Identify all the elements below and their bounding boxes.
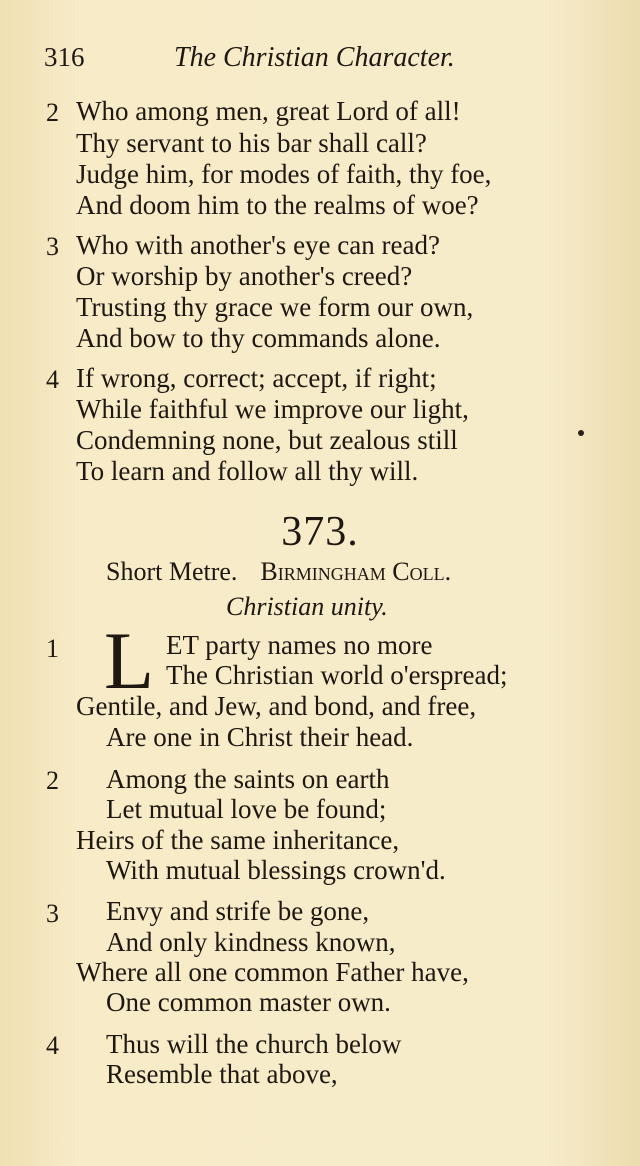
drop-cap: L: [104, 615, 155, 706]
verse-line: Gentile, and Jew, and bond, and free,: [76, 691, 477, 721]
page-number: 316: [44, 42, 85, 72]
stanza-number: 1: [46, 634, 59, 663]
verse-line: Thus will the church below: [106, 1029, 402, 1059]
stanza-number: 4: [46, 365, 59, 394]
verse-line: Trusting thy grace we form our own,: [76, 292, 474, 322]
verse-line: To learn and follow all thy will.: [76, 456, 419, 486]
ink-speck: [578, 430, 584, 436]
verse-line: With mutual blessings crown'd.: [106, 855, 446, 885]
verse-line: Who with another's eye can read?: [76, 230, 440, 260]
verse-line: Condemning none, but zealous still: [76, 425, 458, 455]
verse-line: While faithful we improve our light,: [76, 394, 469, 424]
page-header: [44, 42, 604, 82]
verse-line: The Christian world o'erspread;: [166, 660, 508, 690]
stanza-number: 4: [46, 1031, 59, 1060]
verse-line: Resemble that above,: [106, 1059, 338, 1089]
verse-line: If wrong, correct; accept, if right;: [76, 363, 437, 393]
meter-line: [106, 557, 451, 587]
verse-line: Or worship by another's creed?: [76, 261, 413, 291]
verse-line: Envy and strife be gone,: [106, 896, 370, 926]
verse-line: And only kindness known,: [106, 927, 396, 957]
verse-line: Heirs of the same inheritance,: [76, 825, 400, 855]
verse-line: Judge him, for modes of faith, thy foe,: [76, 159, 492, 189]
stanza-number: 2: [46, 98, 59, 127]
verse-line: Who among men, great Lord of all!: [76, 96, 461, 126]
hymn-subject: Christian unity.: [226, 592, 388, 621]
verse-line: Among the saints on earth: [106, 764, 390, 794]
hymn-number: 373.: [281, 509, 359, 555]
verse-line: And doom him to the realms of woe?: [76, 190, 479, 220]
stanza-number: 2: [46, 766, 59, 795]
meter: Short Metre.: [106, 557, 238, 586]
stanza-number: 3: [46, 232, 59, 261]
verse-line: Where all one common Father have,: [76, 957, 469, 987]
verse-line: One common master own.: [106, 987, 391, 1017]
stanza-number: 3: [46, 899, 59, 928]
verse-line: And bow to thy commands alone.: [76, 323, 441, 353]
verse-line: Let mutual love be found;: [106, 794, 387, 824]
running-title: The Christian Character.: [174, 42, 455, 73]
verse-line: Thy servant to his bar shall call?: [76, 128, 427, 158]
tune-source: Birmingham Coll.: [260, 557, 452, 586]
verse-line: Are one in Christ their head.: [106, 722, 414, 752]
verse-line: ET party names no more: [166, 630, 433, 660]
